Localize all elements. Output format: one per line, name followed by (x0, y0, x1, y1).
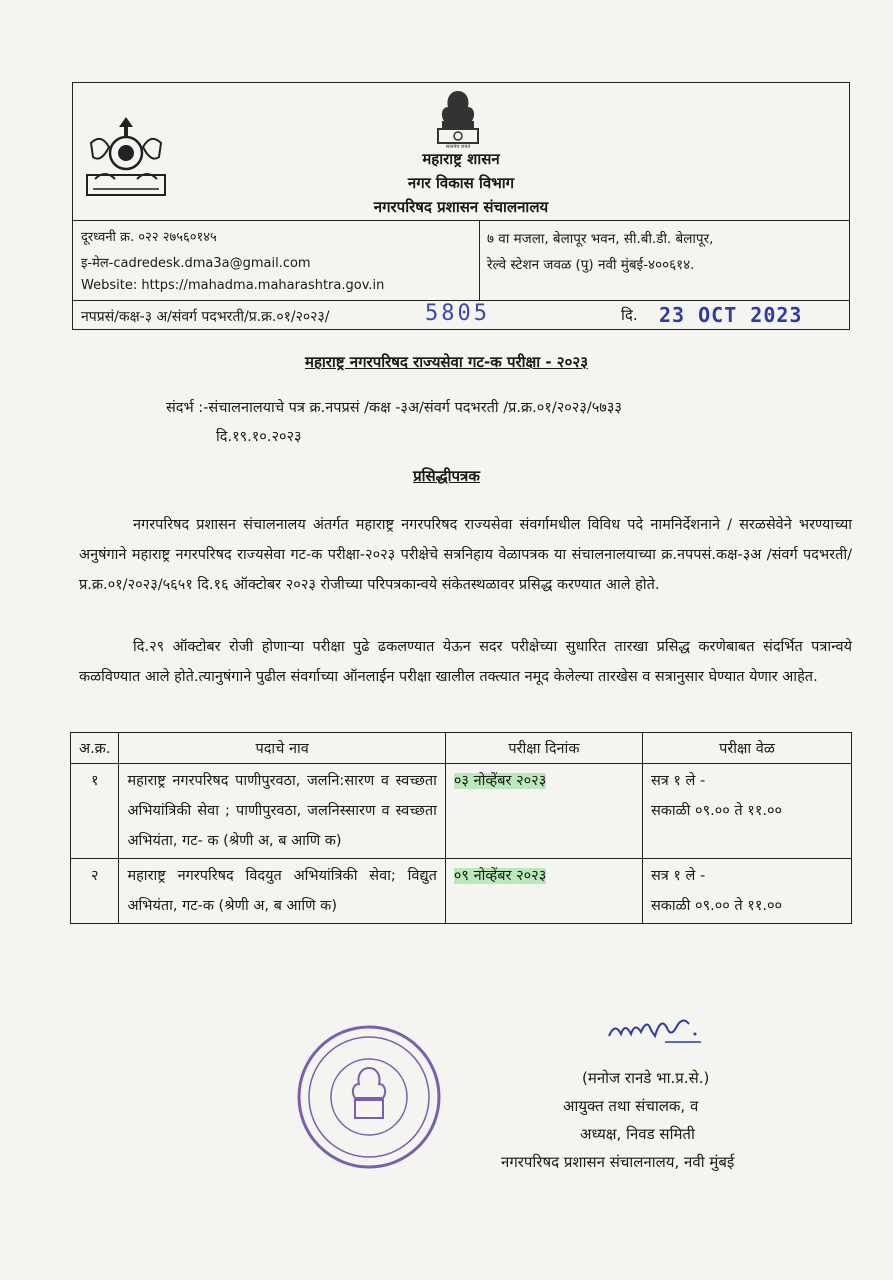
contact-divider (479, 221, 480, 301)
header-time: परीक्षा वेळ (642, 733, 851, 764)
header-post: पदाचे नाव (119, 733, 445, 764)
notice-title: प्रसिद्धीपत्रक (413, 467, 480, 485)
row-post: महाराष्ट्र नगरपरिषद विदयुत अभियांत्रिकी सेवा; विद्युत अभियंता, गट-क (श्रेणी अ, ब आणि क) (119, 859, 445, 924)
row-date: ०३ नोव्हेंबर २०२३ (453, 773, 547, 789)
date-stamp: 23 OCT 2023 (659, 303, 803, 327)
row-time-slot: सकाळी ०९.०० ते ११.०० (650, 898, 783, 914)
reference-line1: संदर्भ :-संचालनालयाचे पत्र क्र.नपप्रसं /कक्ष -३अ/संवर्ग पदभरती /प्र.क्र.०१/२०२३/५७३३ (166, 400, 622, 416)
letterhead-top (73, 83, 849, 221)
letterhead-reference (73, 301, 849, 331)
letterhead-contact (73, 221, 849, 301)
paragraph-1: नगरपरिषद प्रशासन संचालनालय अंतर्गत महाराष्ट्र नगरपरिषद राज्यसेवा संवर्गामधील विविध पदे नामनिर्देशनाने / सरळसेवेने भरण्याच्या अनुषंगाने महाराष्ट्र नगरपरिषद राज्यसेवा गट-क परीक्षा-२०२३ परीक्षेचे सत्रनिहाय वेळापत्रक या संचालनालयाच्या क्र.नपपसं.कक्ष-३अ /संवर्ग पदभरती/प्र.क्र.०१/२०२३/५६५१ दि.१६ ऑक्टोबर २०२३ रोजीच्या परिपत्रकान्वये संकेतस्थळावर प्रसिद्ध करण्यात आले होते. (79, 517, 852, 593)
date-label: दि. (621, 306, 638, 324)
paragraph-2: दि.२९ ऑक्टोबर रोजी होणाऱ्या परीक्षा पुढे ढकलण्यात येऊन सदर परीक्षेच्या सुधारित तारखा प्रसिद्ध करणेबाबत संदर्भित पत्रान्वये कळविण्यात आले होते.त्यानुषंगाने पुढील संवर्गाच्या ऑनलाईन परीक्षा खालील तक्त्यात नमूद केलेल्या तारखेस व सत्रानुसार घेण्यात येणार आहेत. (79, 639, 852, 685)
row-post: महाराष्ट्र नगरपरिषद पाणीपुरवठा, जलनि:सारण व स्वच्छता अभियांत्रिकी सेवा ; पाणीपुरवठा, जलनिस्सारण व स्वच्छता अभियंता, गट- क (श्रेणी अ, ब आणि क) (119, 764, 445, 859)
handwritten-number: 5805 (425, 301, 490, 326)
row-time-cell (642, 764, 851, 859)
reference-number: नपप्रसं/कक्ष-३ अ/संवर्ग पदभरती/प्र.क्र.०१/२०२३/ (81, 309, 330, 325)
table-header-row (71, 733, 852, 764)
header-date: परीक्षा दिनांक (445, 733, 642, 764)
exam-title: महाराष्ट्र नगरपरिषद राज्यसेवा गट-क परीक्षा - २०२३ (304, 353, 589, 371)
org-name-line3: नगरपरिषद प्रशासन संचालनालय (373, 198, 549, 216)
header-sr: अ.क्र. (71, 733, 119, 764)
org-name-line1: महाराष्ट्र शासन (422, 150, 500, 168)
phone-number: दूरध्वनी क्र. ०२२ २७५६०१४५ (81, 230, 217, 245)
table-row (71, 859, 852, 924)
signatory-designation3: नगरपरिषद प्रशासन संचालनालय, नवी मुंबई (501, 1153, 735, 1171)
row-date-cell (445, 764, 642, 859)
signature-icon (605, 1008, 709, 1050)
address-line2: रेल्वे स्टेशन जवळ (पु) नवी मुंबई-४००६१४. (487, 257, 695, 273)
reference-line2: दि.१९.१०.२०२३ (216, 429, 302, 445)
row-sr: १ (71, 764, 119, 859)
table-row (71, 764, 852, 859)
email-address: इ-मेल-cadredesk.dma3a@gmail.com (81, 256, 311, 271)
website-label: Website: (81, 278, 142, 293)
address-line1: ७ वा मजला, बेलापूर भवन, सी.बी.डी. बेलापूर, (487, 231, 714, 247)
exam-schedule-table (70, 732, 852, 924)
letterhead-box (72, 82, 850, 330)
signatory-name: (मनोज रानडे भा.प्र.से.) (582, 1069, 710, 1087)
row-time-session: सत्र १ ले - (650, 868, 706, 884)
svg-text:सत्यमेव जयते: सत्यमेव जयते (445, 144, 471, 149)
row-time-session: सत्र १ ले - (650, 773, 706, 789)
row-time-slot: सकाळी ०९.०० ते ११.०० (650, 803, 783, 819)
row-date-cell (445, 859, 642, 924)
office-seal-icon (293, 1022, 445, 1172)
signatory-designation2: अध्यक्ष, निवड समिती (580, 1125, 695, 1143)
row-sr: २ (71, 859, 119, 924)
org-name-line2: नगर विकास विभाग (407, 174, 515, 192)
ashoka-emblem-icon (432, 87, 484, 149)
row-time-cell (642, 859, 851, 924)
website-line (81, 278, 384, 293)
row-date: ०९ नोव्हेंबर २०२३ (453, 868, 547, 884)
website-url: https://mahadma.maharashtra.gov.in (141, 278, 385, 293)
signatory-designation1: आयुक्त तथा संचालक, व (563, 1097, 699, 1115)
